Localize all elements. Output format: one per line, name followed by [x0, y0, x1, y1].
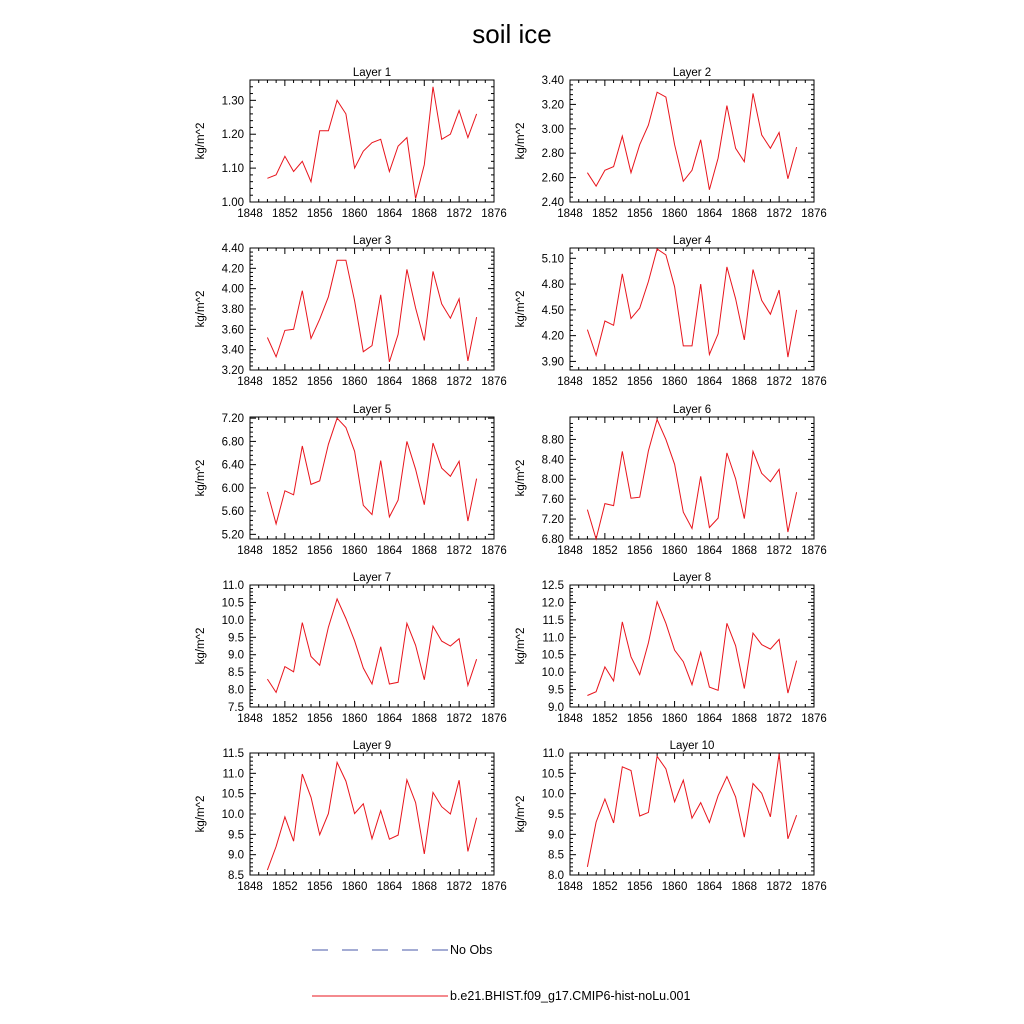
panel-layer-2: [515, 67, 827, 220]
x-tick-label: 1848: [237, 545, 263, 557]
x-tick-label: 1872: [766, 713, 792, 725]
x-tick-label: 1868: [731, 713, 758, 725]
x-tick-label: 1864: [696, 881, 723, 893]
panel-layer-9: [195, 740, 507, 893]
legend: [312, 943, 690, 1003]
x-tick-label: 1876: [801, 208, 827, 220]
y-tick-label: 1.30: [221, 95, 244, 108]
x-tick-label: 1856: [306, 881, 333, 893]
x-tick-label: 1864: [376, 376, 403, 388]
y-tick-label: 2.60: [541, 172, 564, 185]
plot-frame: [570, 80, 814, 202]
y-tick-label: 11.5: [222, 748, 244, 760]
x-tick-label: 1848: [237, 376, 263, 388]
plot-frame: [570, 753, 814, 875]
x-tick-label: 1860: [661, 208, 688, 220]
y-tick-label: 11.0: [542, 632, 564, 645]
x-tick-label: 1872: [446, 545, 472, 557]
y-axis-label: kg/m^2: [515, 122, 527, 160]
panel-title-layer-5: Layer 5: [352, 404, 392, 416]
x-tick-label: 1848: [237, 208, 263, 220]
series-line-layer-3: [267, 260, 476, 362]
y-tick-label: 3.00: [541, 123, 564, 136]
plot-frame: [250, 585, 494, 707]
x-tick-label: 1876: [801, 376, 827, 388]
x-tick-label: 1852: [592, 376, 618, 388]
y-tick-label: 3.60: [221, 324, 244, 337]
panel-layer-10: [515, 740, 827, 893]
plot-frame: [570, 248, 814, 370]
series-line-layer-9: [267, 762, 476, 870]
y-tick-label: 4.40: [221, 243, 244, 255]
y-tick-label: 12.0: [541, 597, 564, 610]
panel-layer-7: [195, 572, 507, 725]
y-tick-label: 9.0: [228, 849, 244, 862]
y-tick-label: 10.5: [541, 768, 564, 781]
x-tick-label: 1864: [376, 881, 403, 893]
panel-layer-4: [515, 235, 827, 388]
y-axis-label: kg/m^2: [195, 627, 207, 665]
plot-frame: [250, 80, 494, 202]
y-tick-label: 9.5: [548, 684, 564, 697]
x-tick-label: 1868: [731, 881, 758, 893]
y-tick-label: 11.0: [222, 768, 244, 781]
x-tick-label: 1872: [446, 208, 472, 220]
y-tick-label: 9.5: [228, 829, 244, 842]
x-tick-label: 1856: [306, 376, 333, 388]
series-line-layer-8: [587, 602, 796, 696]
series-line-layer-1: [267, 87, 476, 199]
y-tick-label: 1.20: [221, 129, 244, 142]
legend-model-label: b.e21.BHIST.f09_g17.CMIP6-hist-noLu.001: [450, 989, 691, 1003]
x-tick-label: 1848: [237, 881, 263, 893]
x-tick-label: 1876: [481, 376, 507, 388]
y-tick-label: 10.0: [221, 809, 244, 821]
series-line-layer-6: [587, 420, 796, 540]
x-tick-label: 1868: [411, 881, 438, 893]
panel-layer-8: [515, 572, 827, 725]
y-tick-label: 7.20: [221, 413, 244, 426]
y-tick-label: 12.5: [541, 580, 564, 592]
x-tick-label: 1864: [696, 376, 723, 388]
y-tick-label: 11.0: [542, 748, 564, 760]
y-tick-label: 6.00: [221, 482, 244, 495]
y-tick-label: 8.40: [541, 454, 564, 467]
x-tick-label: 1864: [376, 545, 403, 557]
y-tick-label: 7.5: [228, 702, 244, 714]
y-axis-label: kg/m^2: [515, 795, 527, 833]
panel-title-layer-9: Layer 9: [352, 740, 392, 752]
x-tick-label: 1868: [731, 208, 758, 220]
y-tick-label: 8.5: [228, 667, 244, 680]
panel-title-layer-3: Layer 3: [352, 235, 392, 247]
x-tick-label: 1876: [801, 713, 827, 725]
y-tick-label: 10.5: [541, 649, 564, 662]
y-tick-label: 8.0: [228, 684, 244, 697]
y-tick-label: 11.0: [222, 580, 244, 592]
legend-no-obs-label: No Obs: [450, 943, 493, 957]
x-tick-label: 1876: [481, 881, 507, 893]
x-tick-label: 1848: [557, 208, 583, 220]
x-tick-label: 1852: [272, 881, 298, 893]
x-tick-label: 1864: [696, 713, 723, 725]
x-tick-label: 1864: [696, 208, 723, 220]
plot-frame: [570, 585, 814, 707]
y-tick-label: 4.20: [221, 263, 244, 276]
y-tick-label: 2.80: [541, 148, 564, 161]
y-tick-label: 10.0: [541, 667, 564, 680]
x-tick-label: 1864: [376, 208, 403, 220]
y-tick-label: 6.80: [221, 436, 244, 449]
series-line-layer-2: [587, 92, 796, 190]
x-tick-label: 1848: [237, 713, 263, 725]
y-tick-label: 3.20: [541, 99, 564, 112]
x-tick-label: 1868: [731, 545, 758, 557]
panel-title-layer-1: Layer 1: [352, 67, 392, 79]
x-tick-label: 1872: [446, 881, 472, 893]
x-tick-label: 1856: [626, 376, 653, 388]
x-tick-label: 1856: [626, 881, 653, 893]
x-tick-label: 1860: [341, 545, 368, 557]
y-tick-label: 7.60: [541, 494, 564, 507]
x-tick-label: 1860: [341, 208, 368, 220]
y-tick-label: 10.0: [221, 614, 244, 627]
x-tick-label: 1852: [272, 545, 298, 557]
plot-frame: [250, 248, 494, 370]
x-tick-label: 1876: [481, 208, 507, 220]
y-tick-label: 3.40: [541, 75, 564, 87]
chart-title: soil ice: [472, 19, 552, 49]
y-axis-label: kg/m^2: [195, 122, 207, 160]
y-tick-label: 3.40: [221, 344, 244, 357]
x-tick-label: 1868: [731, 376, 758, 388]
x-tick-label: 1860: [341, 881, 368, 893]
y-tick-label: 9.5: [228, 632, 244, 645]
y-tick-label: 8.5: [228, 870, 244, 882]
x-tick-label: 1876: [801, 545, 827, 557]
x-tick-label: 1872: [766, 881, 792, 893]
panel-title-layer-7: Layer 7: [352, 572, 392, 584]
y-tick-label: 1.10: [221, 163, 244, 176]
x-tick-label: 1848: [557, 545, 583, 557]
y-tick-label: 10.5: [221, 788, 244, 801]
panel-title-layer-2: Layer 2: [672, 67, 712, 79]
x-tick-label: 1872: [446, 713, 472, 725]
x-tick-label: 1872: [766, 545, 792, 557]
y-tick-label: 4.50: [541, 304, 564, 317]
x-tick-label: 1852: [272, 713, 298, 725]
y-axis-label: kg/m^2: [195, 459, 207, 497]
panel-layer-3: [195, 235, 507, 388]
x-tick-label: 1856: [306, 713, 333, 725]
panel-title-layer-10: Layer 10: [669, 740, 715, 752]
series-line-layer-10: [587, 754, 796, 867]
x-tick-label: 1856: [626, 208, 653, 220]
series-line-layer-7: [267, 599, 476, 693]
x-tick-label: 1856: [306, 208, 333, 220]
x-tick-label: 1848: [557, 881, 583, 893]
y-tick-label: 3.20: [221, 365, 244, 377]
y-axis-label: kg/m^2: [515, 459, 527, 497]
x-tick-label: 1856: [626, 545, 653, 557]
y-tick-label: 4.00: [221, 283, 244, 296]
y-tick-label: 3.80: [221, 304, 244, 316]
y-axis-label: kg/m^2: [515, 627, 527, 665]
y-tick-label: 5.20: [221, 529, 244, 542]
x-tick-label: 1876: [801, 881, 827, 893]
y-tick-label: 7.20: [541, 514, 564, 527]
x-tick-label: 1860: [661, 881, 688, 893]
y-tick-label: 9.5: [548, 809, 564, 821]
x-tick-label: 1876: [481, 545, 507, 557]
y-tick-label: 2.40: [541, 197, 564, 209]
x-tick-label: 1860: [341, 376, 368, 388]
x-tick-label: 1852: [592, 208, 618, 220]
y-tick-label: 1.00: [221, 197, 244, 209]
x-tick-label: 1864: [696, 545, 723, 557]
panel-layer-1: [195, 67, 507, 220]
plot-frame: [250, 753, 494, 875]
y-tick-label: 4.20: [541, 330, 564, 343]
x-tick-label: 1872: [766, 376, 792, 388]
panel-layer-6: [515, 404, 827, 557]
y-tick-label: 5.60: [221, 506, 244, 519]
series-line-layer-4: [587, 249, 796, 357]
panel-layer-5: [195, 404, 507, 557]
x-tick-label: 1860: [661, 376, 688, 388]
x-tick-label: 1872: [446, 376, 472, 388]
y-tick-label: 8.5: [548, 849, 564, 862]
x-tick-label: 1852: [272, 376, 298, 388]
x-tick-label: 1876: [481, 713, 507, 725]
panel-title-layer-8: Layer 8: [672, 572, 712, 584]
y-tick-label: 10.0: [541, 788, 564, 801]
y-tick-label: 11.5: [542, 614, 564, 627]
x-tick-label: 1868: [411, 208, 438, 220]
panels-grid: [195, 67, 827, 893]
panel-title-layer-4: Layer 4: [672, 235, 712, 247]
y-tick-label: 8.00: [541, 474, 564, 487]
y-tick-label: 8.0: [548, 870, 564, 882]
x-tick-label: 1852: [272, 208, 298, 220]
x-tick-label: 1856: [306, 545, 333, 557]
plot-frame: [250, 417, 494, 539]
panel-title-layer-6: Layer 6: [672, 404, 712, 416]
y-tick-label: 8.80: [541, 434, 564, 447]
x-tick-label: 1848: [557, 713, 583, 725]
y-axis-label: kg/m^2: [515, 290, 527, 328]
y-tick-label: 9.0: [548, 702, 564, 714]
y-tick-label: 4.80: [541, 279, 564, 292]
y-tick-label: 10.5: [221, 597, 244, 610]
y-axis-label: kg/m^2: [195, 290, 207, 328]
y-tick-label: 5.10: [541, 253, 564, 266]
y-tick-label: 6.80: [541, 534, 564, 546]
x-tick-label: 1852: [592, 545, 618, 557]
plot-frame: [570, 417, 814, 539]
x-tick-label: 1860: [661, 713, 688, 725]
y-tick-label: 9.0: [228, 649, 244, 662]
x-tick-label: 1856: [626, 713, 653, 725]
x-tick-label: 1860: [661, 545, 688, 557]
y-tick-label: 9.0: [548, 829, 564, 842]
series-line-layer-5: [267, 418, 476, 524]
x-tick-label: 1868: [411, 545, 438, 557]
y-axis-label: kg/m^2: [195, 795, 207, 833]
x-tick-label: 1848: [557, 376, 583, 388]
x-tick-label: 1852: [592, 881, 618, 893]
x-tick-label: 1868: [411, 376, 438, 388]
x-tick-label: 1860: [341, 713, 368, 725]
y-tick-label: 6.40: [221, 459, 244, 472]
x-tick-label: 1864: [376, 713, 403, 725]
y-tick-label: 3.90: [541, 356, 564, 369]
x-tick-label: 1868: [411, 713, 438, 725]
x-tick-label: 1872: [766, 208, 792, 220]
x-tick-label: 1852: [592, 713, 618, 725]
